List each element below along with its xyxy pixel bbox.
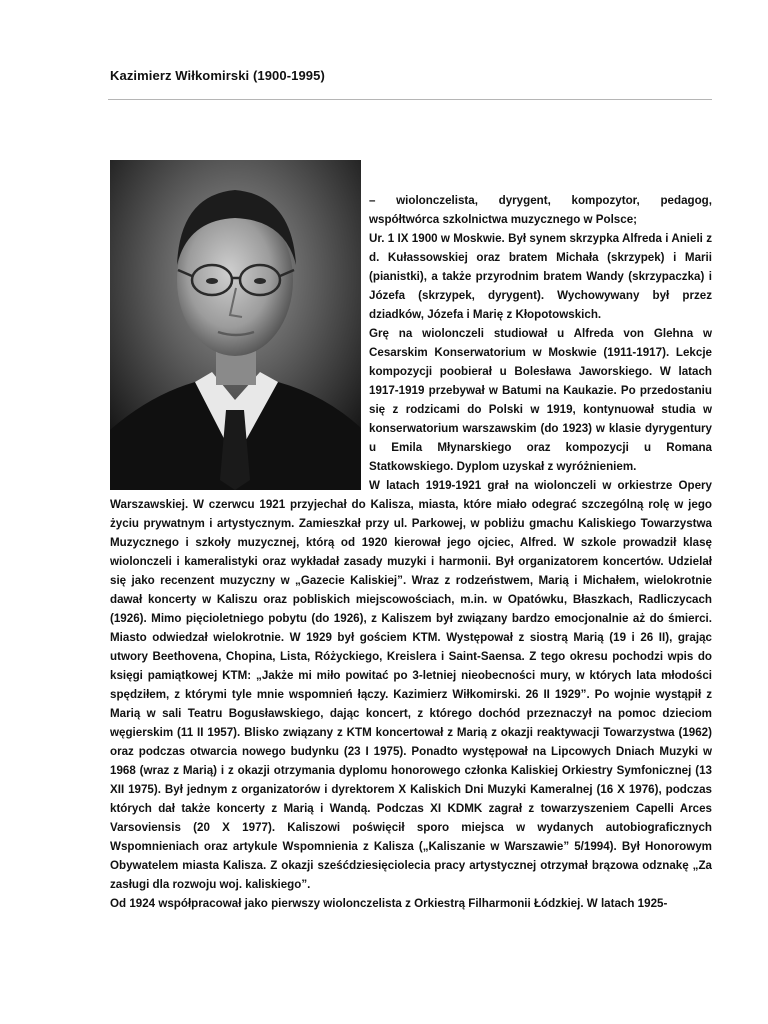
- bio-paragraph: Ur. 1 IX 1900 w Moskwie. Był synem skrzypka Alfreda i Anieli z d. Kułassowskiej oraz bratem Michała (skrzypek) i Marii (pianistki), a także przyrodnim bratem Wandy (skrzypaczka) i Józefa (skrzypek, dyrygent). Wychowywany był przez dziadków, Józefa i Marię z Kłopotowskich.: [369, 232, 712, 321]
- page-title: Kazimierz Wiłkomirski (1900-1995): [110, 68, 325, 83]
- bio-paragraph: W latach 1919-1921 grał na wiolonczeli w orkiestrze Opery Warszawskiej. W czerwcu 1921 przyjechał do Kalisza, miasta, które miało odegrać szczególną rolę w jego życiu prywatnym i artystycznym. Zamieszkał przy ul. Parkowej, w pobliżu gmachu Kaliskiego Towarzystwa Muzycznego i szkoły muzycznej, którą od 1920 kierował jego ojciec, Alfred. W szkole prowadził klasę wiolonczeli i kameralistyki oraz wykładał zasady muzyki i harmonii. Był organizatorem koncertów. Udzielał się jako recenzent muzyczny w „Gazecie Kaliskiej”. Wraz z rodzeństwem, Marią i Michałem, wielokrotnie dawał koncerty w Kaliszu oraz pobliskich miejscowościach, m.in. w Opatówku, Błaszkach, Radliczycach (1926). Mimo pięcioletniego pobytu (do 1926), z Kaliszem był związany bardzo emocjonalnie aż do śmierci. Miasto odwiedzał wielokrotnie. W 1929 był gościem KTM. Występował z siostrą Marią (19 i 26 II), grając utwory Beethovena, Chopina, Lista, Różyckiego, Kreislera i Saint-Saensa. Z tego okresu pochodzi wpis do księgi pamiątkowej KTM: „Jakże mi miło powitać po 3-letniej nieobecności mury, w których lata młodości spędziłem, z którymi tyle mnie wspomnień łączy. Kazimierz Wiłkomirski. 26 II 1929”. Po wojnie wystąpił z Marią w sali Teatru Bogusławskiego, dając koncert, z którego dochód przeznaczył na pomoc dzieciom węgierskim (11 II 1957). Blisko związany z KTM koncertował z Marią z okazji reaktywacji Towarzystwa (1962) oraz podczas otwarcia nowego budynku (23 I 1975). Ponadto występował na Lipcowych Dniach Muzyki w 1968 (wraz z Marią) i z okazji otrzymania dyplomu honorowego członka Kaliskiej Orkiestry Symfonicznej (13 XII 1975). Był jednym z organizatorów i dyrektorem X Kaliskich Dni Muzyki Kameralnej (16 X 1976), podczas których dał także koncerty z Marią i Wandą. Podczas XI KDMK zagrał z towarzyszeniem Capelli Arces Varsoviensis (20 X 1977). Kaliszowi poświęcił sporo miejsca w wydanych autobiograficznych Wspomnieniach oraz artykule Wspomnienia z Kalisza („Kaliszanie w Warszawie” 5/1994). Był Honorowym Obywatelem miasta Kalisza. Z okazji sześćdziesięciolecia pracy artystycznej otrzymał brązowa odznakę „Za zasługi dla rozwoju woj. kaliskiego”.: [110, 479, 712, 891]
- bio-paragraph: Grę na wiolonczeli studiował u Alfreda von Glehna w Cesarskim Konserwatorium w Moskwie (1911-1917). Lekcje kompozycji poobierał u Bolesława Jaworskiego. W latach 1917-1919 przebywał w Batumi na Kaukazie. Po przedostaniu się z rodzicami do Polski w 1919, kontynuował studia w konserwatorium warszawskim (do 1923) w klasie dyrygentury u Emila Młynarskiego oraz kompozycji u Romana Statkowskiego. Dyplom uzyskał z wyróżnieniem.: [369, 327, 712, 473]
- bio-paragraph: – wiolonczelista, dyrygent, kompozytor, pedagog, współtwórca szkolnictwa muzycznego w Polsce;: [369, 194, 712, 226]
- biography-text: [110, 191, 712, 913]
- title-divider: [108, 99, 712, 100]
- bio-paragraph-truncated: Od 1924 współpracował jako pierwszy wiolonczelista z Orkiestrą Filharmonii Łódzkiej. W latach 1925-: [110, 897, 668, 910]
- photo-text-wrap-area: [110, 191, 369, 491]
